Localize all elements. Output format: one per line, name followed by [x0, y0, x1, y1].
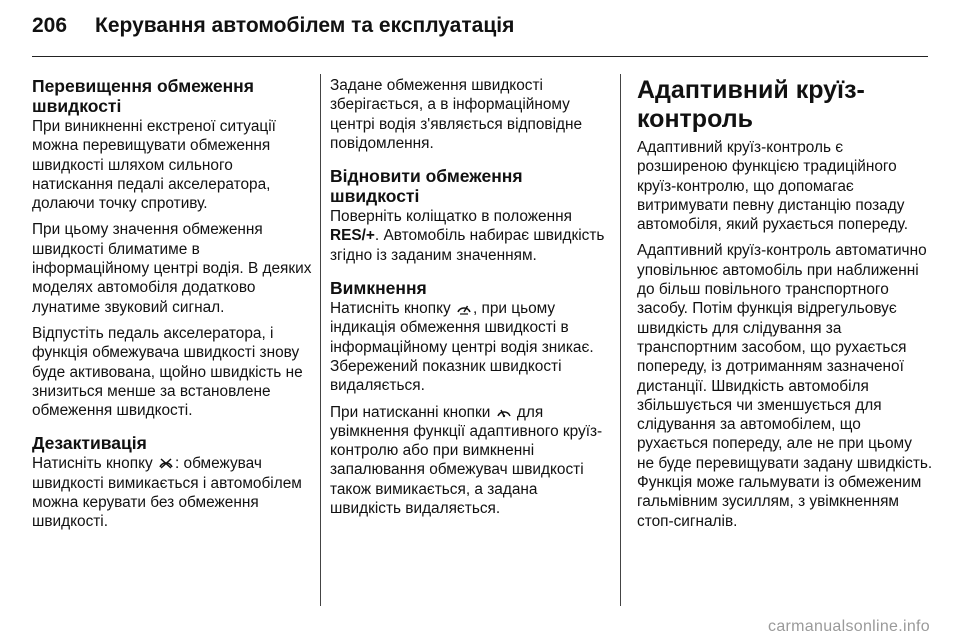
header-divider: [32, 56, 928, 57]
column-right: [637, 76, 933, 538]
res-button-label: RES/+: [330, 227, 375, 245]
cruise-control-icon: [496, 405, 512, 419]
page-number: 206: [32, 14, 68, 37]
section-heading-deactivation: Дезактивація: [32, 433, 147, 454]
paragraph: Адаптивний круїз-контроль автоматично уповільнює автомобіль при наближенні до більш повільного транспортного засобу. Потім функція відрегульовує швидкість для слідування за транспортним засобом, що рухається попереду, із дотриманням зазначеної дистанції. Швидкість автомобіля збільшується чи зменшується для слідування за автомобілем, що рухається попереду, але не при цьому не буде перевищувати задану швидкість. Функція може гальмувати із обмеженим гальмівним зусиллям, з увімкненням стоп-сигналів.: [637, 242, 933, 530]
column-divider-1: [320, 74, 321, 606]
page-title: Керування автомобілем та експлуатація: [95, 14, 515, 37]
column-left: [32, 76, 314, 539]
paragraph: Відпустіть педаль акселератора, і функція обмежувача швидкості знову буде активована, щойно швидкість не знизиться менше за встановлене обмеження швидкості.: [32, 324, 303, 420]
speed-limiter-icon: [456, 301, 472, 315]
page-header: [32, 14, 514, 50]
section-heading-acc: Адаптивний круїз-контроль: [637, 76, 865, 133]
paragraph-restore: Поверніть коліщатко в положення RES/+. Автомобіль набирає швидкість згідно із заданим значенням.: [330, 208, 605, 264]
paragraph: При виникненні екстреної ситуації можна перевищувати обмеження швидкості шляхом сильного натискання педалі акселератора, долаючи точку спротиву.: [32, 118, 276, 213]
paragraph: При цьому значення обмеження швидкості блиматиме в інформаційному центрі водія. В деяких моделях автомобіля додатково лунатиме звуковий сигнал.: [32, 221, 312, 316]
section-heading-off: Вимкнення: [330, 278, 427, 299]
paragraph-acc: При натисканні кнопки для увімкнення функції адаптивного круїз-контролю або при вимкненні запалювання обмежувач швидкості також вимикається, а задана швидкість видаляється.: [330, 403, 603, 518]
column-divider-2: [620, 74, 621, 606]
speed-limiter-off-icon: [158, 456, 174, 470]
paragraph-deactivation: Натисніть кнопку : обмежувач швидкості вимикається і автомобілем можна керувати без обмеження швидкості.: [32, 455, 302, 531]
watermark: carmanualsonline.info: [768, 618, 930, 635]
section-heading-restore: Відновити обмеження швидкості: [330, 166, 523, 207]
paragraph: Адаптивний круїз-контроль є розширеною функцією традиційного круїз-контролю, що допомагає витримувати певну дистанцію позаду автомобіля, який рухається попереду.: [637, 139, 908, 234]
paragraph: Задане обмеження швидкості зберігається, а в інформаційному центрі водія з'являється відповідне повідомлення.: [330, 77, 583, 152]
paragraph-off: Натисніть кнопку , при цьому індикація обмеження швидкості в інформаційному центрі водія зникає. Збережений показник швидкості видаляється.: [330, 300, 594, 395]
column-middle: [330, 76, 606, 525]
section-heading-override: Перевищення обмеження швидкості: [32, 76, 254, 116]
